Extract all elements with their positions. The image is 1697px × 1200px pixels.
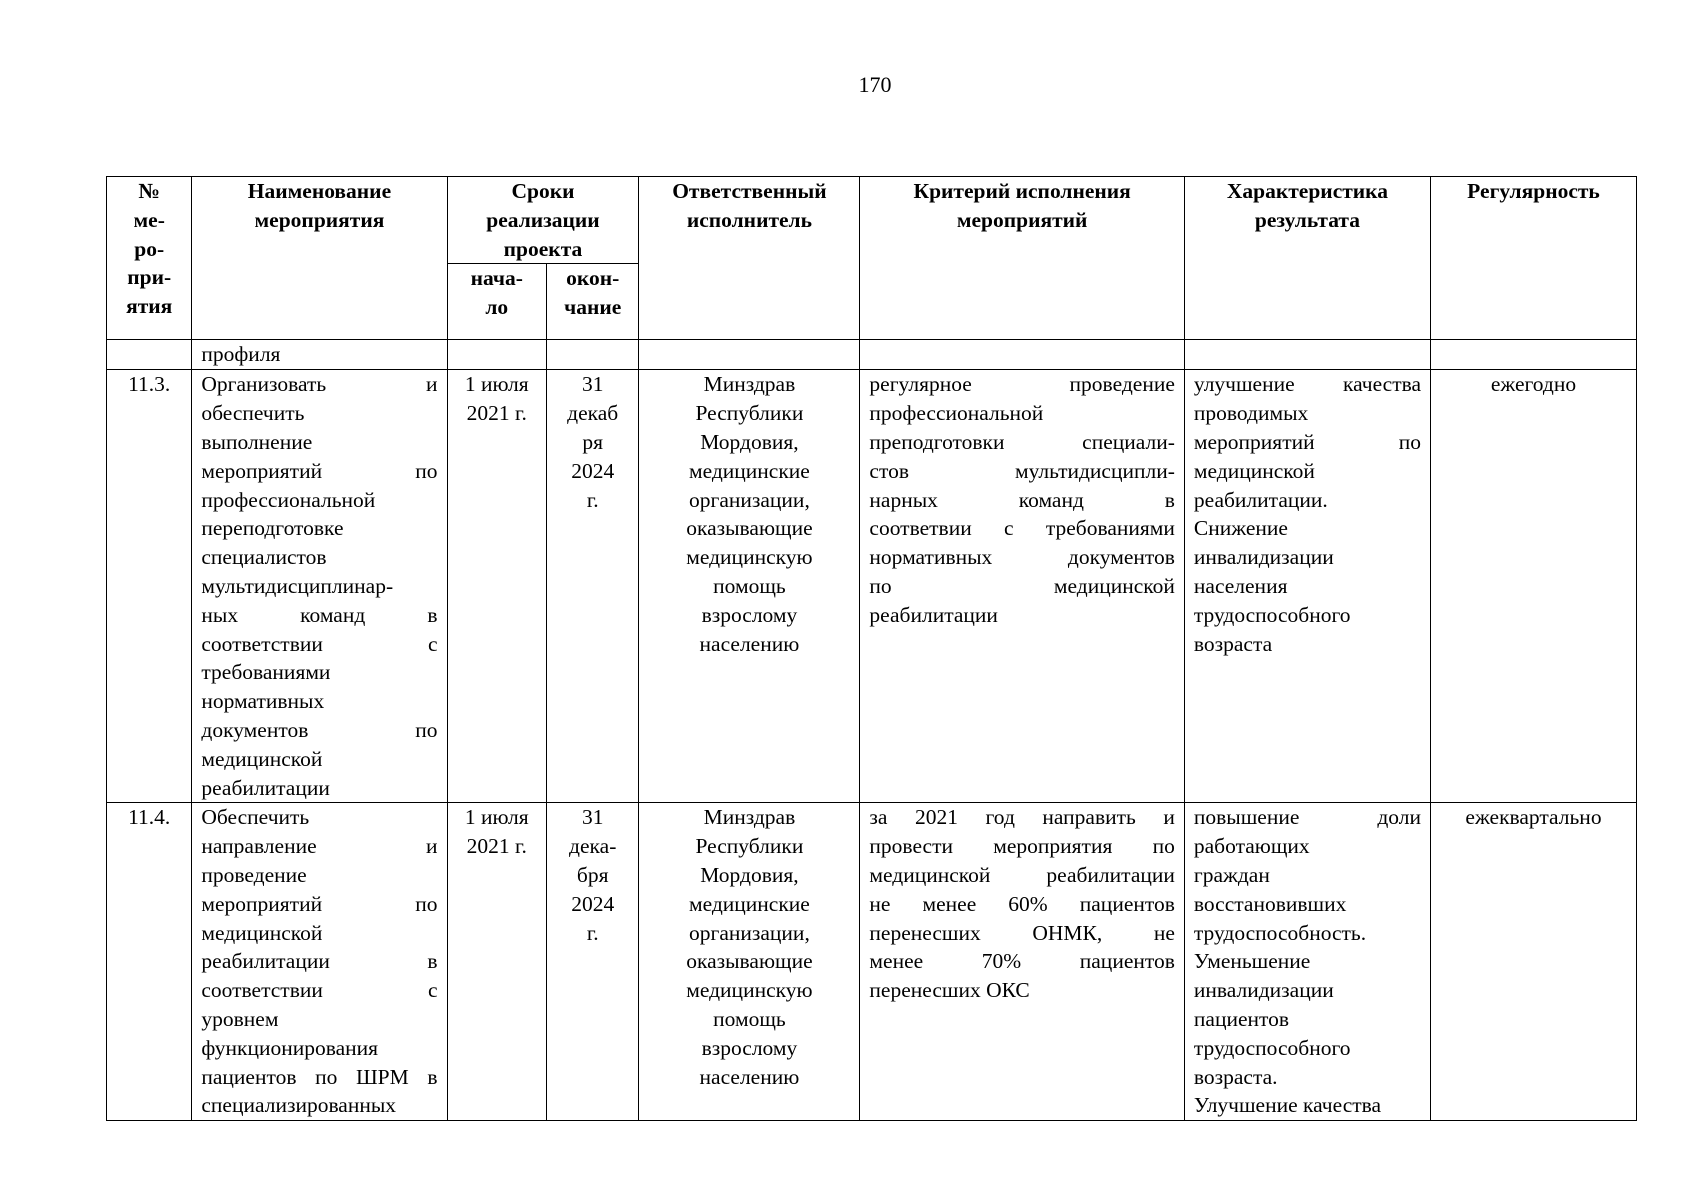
- text-line: мультидисциплинар-: [201, 573, 394, 598]
- text-line: взрослому: [701, 602, 798, 627]
- text-line: медицинскую: [686, 978, 813, 1003]
- text-line: реализации: [486, 207, 600, 232]
- text-line: мероприятий по: [201, 891, 438, 916]
- header-regularity: Регулярность: [1431, 177, 1637, 340]
- text-line: медицинские: [688, 458, 810, 483]
- cell-num: 11.4.: [107, 803, 192, 1121]
- text-line: профессиональной: [201, 487, 376, 512]
- text-line: 2024: [571, 891, 615, 916]
- cell-name: [192, 370, 447, 803]
- text-line: дека-: [569, 834, 617, 859]
- text-line: граждан: [1193, 862, 1270, 887]
- text-line: мероприятий: [956, 207, 1088, 232]
- text-line: ро-: [134, 236, 165, 261]
- text-line: соответвии с требованиями: [869, 516, 1175, 541]
- text-line: трудоспособного: [1193, 602, 1351, 627]
- text-line: г.: [586, 487, 599, 512]
- text-line: Уменьшение: [1193, 949, 1311, 974]
- text-line: Обеспечить: [201, 805, 310, 830]
- text-line: мероприятия: [254, 207, 385, 232]
- text-line: функционирования: [201, 1035, 379, 1060]
- text-line: медицинской: [1193, 458, 1315, 483]
- text-line: нормативных документов: [869, 545, 1175, 570]
- cell-responsible: [639, 803, 860, 1121]
- text-line: ло: [485, 295, 509, 320]
- text-line: пациентов по ШРМ в: [201, 1064, 438, 1089]
- header-start: [447, 264, 546, 340]
- text-line: 2021 г.: [466, 401, 527, 426]
- text-line: документов по: [201, 717, 438, 742]
- cell-result: [1184, 370, 1430, 803]
- cell-name: профиля: [192, 340, 447, 370]
- text-line: соответствии с: [201, 631, 438, 656]
- text-line: оказывающие: [686, 516, 813, 541]
- text-line: реабилитации.: [1193, 487, 1328, 512]
- text-line: не менее 60% пациентов: [869, 891, 1175, 916]
- text-line: г.: [586, 920, 599, 945]
- cell-regularity: ежеквартально: [1431, 803, 1637, 1121]
- text-line: преподготовки специали-: [869, 429, 1175, 454]
- text-line: Мордовия,: [700, 429, 799, 454]
- cell-regularity: ежегодно: [1431, 370, 1637, 803]
- text-line: ных команд в: [201, 602, 438, 627]
- text-line: провести мероприятия по: [869, 834, 1175, 859]
- text-line: улучшение качества: [1193, 372, 1421, 397]
- text-line: обеспечить: [201, 401, 305, 426]
- text-line: медицинской реабилитации: [869, 862, 1175, 887]
- cell-criterion: [860, 340, 1184, 370]
- text-line: медицинской: [201, 920, 323, 945]
- text-line: нормативных: [201, 689, 325, 714]
- text-line: возраста: [1193, 631, 1273, 656]
- text-line: реабилитации: [869, 602, 998, 627]
- cell-result: [1184, 340, 1430, 370]
- table-row: [107, 370, 1637, 803]
- text-line: Минздрав: [703, 805, 796, 830]
- cell-name: [192, 803, 447, 1121]
- text-line: реабилитации: [201, 775, 330, 800]
- text-line: проекта: [503, 236, 583, 261]
- text-line: организации,: [689, 487, 810, 512]
- text-line: помощь: [713, 573, 786, 598]
- text-line: Наименование: [247, 179, 392, 203]
- cell-criterion: [860, 803, 1184, 1121]
- text-line: 1 июля: [464, 372, 529, 397]
- text-line: ме-: [133, 207, 165, 232]
- cell-start: [447, 370, 546, 803]
- text-line: инвалидизации: [1193, 545, 1334, 570]
- text-line: нача-: [470, 266, 523, 291]
- text-line: трудоспособность.: [1193, 920, 1367, 945]
- text-line: исполнитель: [686, 207, 812, 232]
- cell-criterion: [860, 370, 1184, 803]
- text-line: Снижение: [1193, 516, 1288, 541]
- text-line: пациентов: [1193, 1006, 1290, 1031]
- text-line: проведение: [201, 862, 307, 887]
- text-line: инвалидизации: [1193, 978, 1334, 1003]
- text-line: трудоспособного: [1193, 1035, 1351, 1060]
- text-line: помощь: [713, 1006, 786, 1031]
- text-line: населению: [699, 631, 800, 656]
- cell-num: 11.3.: [107, 370, 192, 803]
- text-line: медицинскую: [686, 545, 813, 570]
- text-line: 31: [581, 805, 604, 830]
- text-line: ря: [582, 429, 604, 454]
- header-result: [1184, 177, 1430, 340]
- text-line: Сроки: [511, 179, 575, 203]
- text-line: специализированных: [201, 1093, 397, 1118]
- cell-regularity: [1431, 340, 1637, 370]
- cell-result: [1184, 803, 1430, 1121]
- text-line: работающих: [1193, 834, 1310, 859]
- header-criterion: [860, 177, 1184, 340]
- text-line: за 2021 год направить и: [869, 805, 1175, 830]
- page-number: 170: [858, 72, 892, 97]
- text-line: проводимых: [1193, 401, 1309, 426]
- header-num: [107, 177, 192, 340]
- text-line: населению: [699, 1064, 800, 1089]
- text-line: Минздрав: [703, 372, 796, 397]
- text-line: Ответственный: [672, 179, 827, 203]
- header-name: [192, 177, 447, 340]
- text-line: по медицинской: [869, 573, 1175, 598]
- text-line: нарных команд в: [869, 487, 1175, 512]
- header-responsible: [639, 177, 860, 340]
- text-line: повышение доли: [1193, 805, 1421, 830]
- cell-responsible: [639, 340, 860, 370]
- text-line: Улучшение качества: [1193, 1093, 1382, 1118]
- text-line: Организовать и: [201, 372, 438, 397]
- text-line: Характеристика: [1226, 179, 1388, 203]
- text-line: окон-: [566, 266, 620, 291]
- text-line: взрослому: [701, 1035, 798, 1060]
- cell-start: [447, 803, 546, 1121]
- text-line: соответствии с: [201, 978, 438, 1003]
- text-line: 1 июля: [464, 805, 529, 830]
- cell-num: [107, 340, 192, 370]
- text-line: стов мультидисципли-: [869, 458, 1175, 483]
- text-line: Республики: [695, 834, 804, 859]
- text-line: мероприятий по: [1193, 429, 1421, 454]
- text-line: менее 70% пациентов: [869, 949, 1175, 974]
- text-line: восстановивших: [1193, 891, 1347, 916]
- text-line: Мордовия,: [700, 862, 799, 887]
- text-line: при-: [127, 265, 172, 290]
- text-line: №: [138, 179, 160, 203]
- text-line: населения: [1193, 573, 1288, 598]
- text-line: 2024: [571, 458, 615, 483]
- text-line: перенесших ОНМК, не: [869, 920, 1175, 945]
- header-end: [546, 264, 638, 340]
- cell-start: [447, 340, 546, 370]
- header-terms: [447, 177, 639, 264]
- text-line: возраста.: [1193, 1064, 1278, 1089]
- text-line: Республики: [695, 401, 804, 426]
- table-row-continuation: [107, 340, 1637, 370]
- text-line: бря: [576, 862, 609, 887]
- text-line: медицинские: [688, 891, 810, 916]
- cell-end: [546, 803, 638, 1121]
- text-line: выполнение: [201, 429, 313, 454]
- text-line: ятия: [126, 294, 173, 319]
- text-line: требованиями: [201, 660, 331, 685]
- text-line: Критерий исполнения: [913, 179, 1131, 203]
- measures-table: [106, 176, 1637, 1121]
- cell-end: [546, 370, 638, 803]
- cell-end: [546, 340, 638, 370]
- text-line: уровнем: [201, 1006, 279, 1031]
- text-line: перенесших ОКС: [869, 978, 1030, 1003]
- text-line: реабилитации в: [201, 949, 438, 974]
- text-line: чание: [564, 295, 622, 320]
- text-line: результата: [1254, 207, 1360, 232]
- text-line: оказывающие: [686, 949, 813, 974]
- cell-responsible: [639, 370, 860, 803]
- text-line: переподготовке: [201, 516, 344, 541]
- text-line: медицинской: [201, 746, 323, 771]
- text-line: 31: [581, 372, 604, 397]
- text-line: организации,: [689, 920, 810, 945]
- text-line: специалистов: [201, 545, 327, 570]
- text-line: мероприятий по: [201, 458, 438, 483]
- text-line: 2021 г.: [466, 834, 527, 859]
- text-line: декаб: [567, 401, 619, 426]
- table-row: [107, 803, 1637, 1121]
- text-line: регулярное проведение: [869, 372, 1175, 397]
- text-line: профессиональной: [869, 401, 1044, 426]
- text-line: направление и: [201, 834, 438, 859]
